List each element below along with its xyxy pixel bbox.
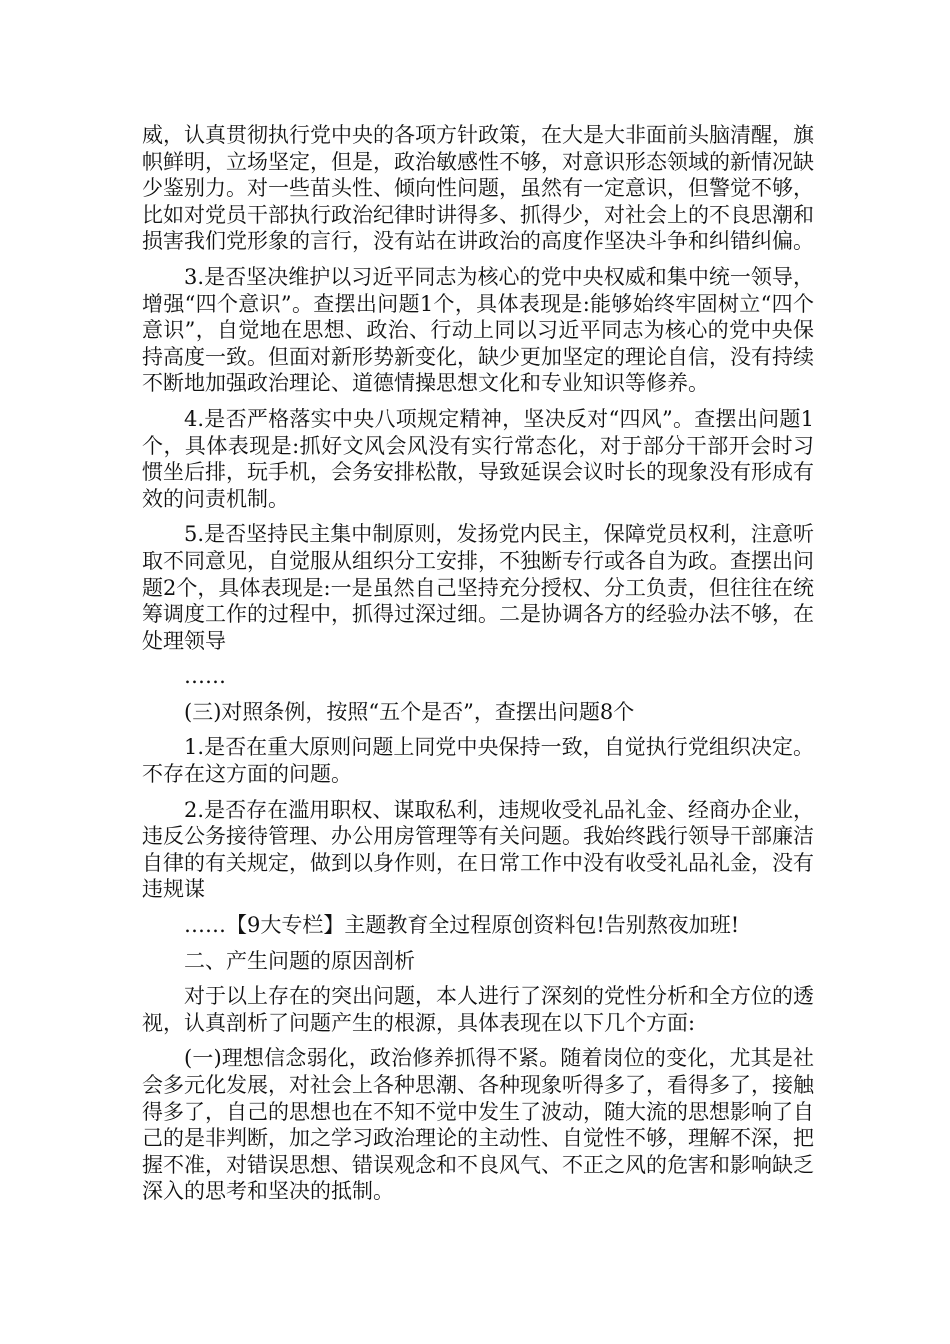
section-heading-two: 二、产生问题的原因剖析 <box>184 948 415 973</box>
paragraph-item-2: 2.是否存在滥用职权、谋取私利，违规收受礼品礼金、经商办企业，违反公务接待管理、办公用房管理等有关问题。我始终践行领导干部廉洁自律的有关规定，做到以身作则，在日常工作中没有收受礼品礼金，没有违规谋 <box>142 797 814 902</box>
paragraph-item-1: 1.是否在重大原则问题上同党中央保持一致，自觉执行党组织决定。不存在这方面的问题。 <box>142 735 814 787</box>
paragraph-intro: 对于以上存在的突出问题，本人进行了深刻的党性分析和全方位的透视，认真剖析了问题产生的根源，具体表现在以下几个方面: <box>142 984 814 1035</box>
paragraph-continued: 威，认真贯彻执行党中央的各项方针政策，在大是大非面前头脑清醒，旗帜鲜明，立场坚定，但是，政治敏感性不够，对意识形态领域的新情况缺少鉴别力。对一些苗头性、倾向性问题，虽然有一定意识，但警觉不够，比如对党员干部执行政治纪律时讲得多、抓得少，对社会上的不良思潮和损害我们党形象的言行，没有站在讲政治的高度作坚决斗争和纠错纠偏。 <box>142 123 814 254</box>
ellipsis-line: …… <box>184 664 226 689</box>
paragraph-item-4: 4.是否严格落实中央八项规定精神，坚决反对“四风”。查摆出问题1个，具体表现是:抓好文风会风没有实行常态化，对于部分干部开会时习惯坐后排，玩手机，会务安排松散，导致延误会议时长的现象没有形成有效的问责机制。 <box>142 406 814 511</box>
section-heading-three: (三)对照条例，按照“五个是否”，查摆出问题8个 <box>184 699 635 724</box>
paragraph-item-5: 5.是否坚持民主集中制原则，发扬党内民主，保障党员权利，注意听取不同意见，自觉服从组织分工安排，不独断专行或各自为政。查摆出问题2个，具体表现是:一是虽然自己坚持充分授权、分工负责，但往往在统筹调度工作的过程中，抓得过深过细。二是协调各方的经验办法不够，在处理领导 <box>142 522 814 653</box>
paragraph-item-3: 3.是否坚决维护以习近平同志为核心的党中央权威和集中统一领导，增强“四个意识”。查摆出问题1个，具体表现是:能够始终牢固树立“四个意识”，自觉地在思想、政治、行动上同以习近平同志为核心的党中央保持高度一致。但面对新形势新变化，缺少更加坚定的理论自信，没有持续不断地加强政治理论、道德情操思想文化和专业知识等修养。 <box>142 264 814 396</box>
paragraph-cause-one: (一)理想信念弱化，政治修养抓得不紧。随着岗位的变化，尤其是社会多元化发展，对社会上各种思潮、各种现象听得多了，看得多了，接触得多了，自己的思想也在不知不觉中发生了波动，随大流的思想影响了自己的是非判断，加之学习政治理论的主动性、自觉性不够，理解不深，把握不准，对错误思想、错误观念和不良风气、不正之风的危害和影响缺乏深入的思考和坚决的抵制。 <box>142 1046 814 1204</box>
promo-line: ……【9大专栏】主题教育全过程原创资料包!告别熬夜加班! <box>184 913 740 938</box>
document-body <box>142 122 814 1214</box>
